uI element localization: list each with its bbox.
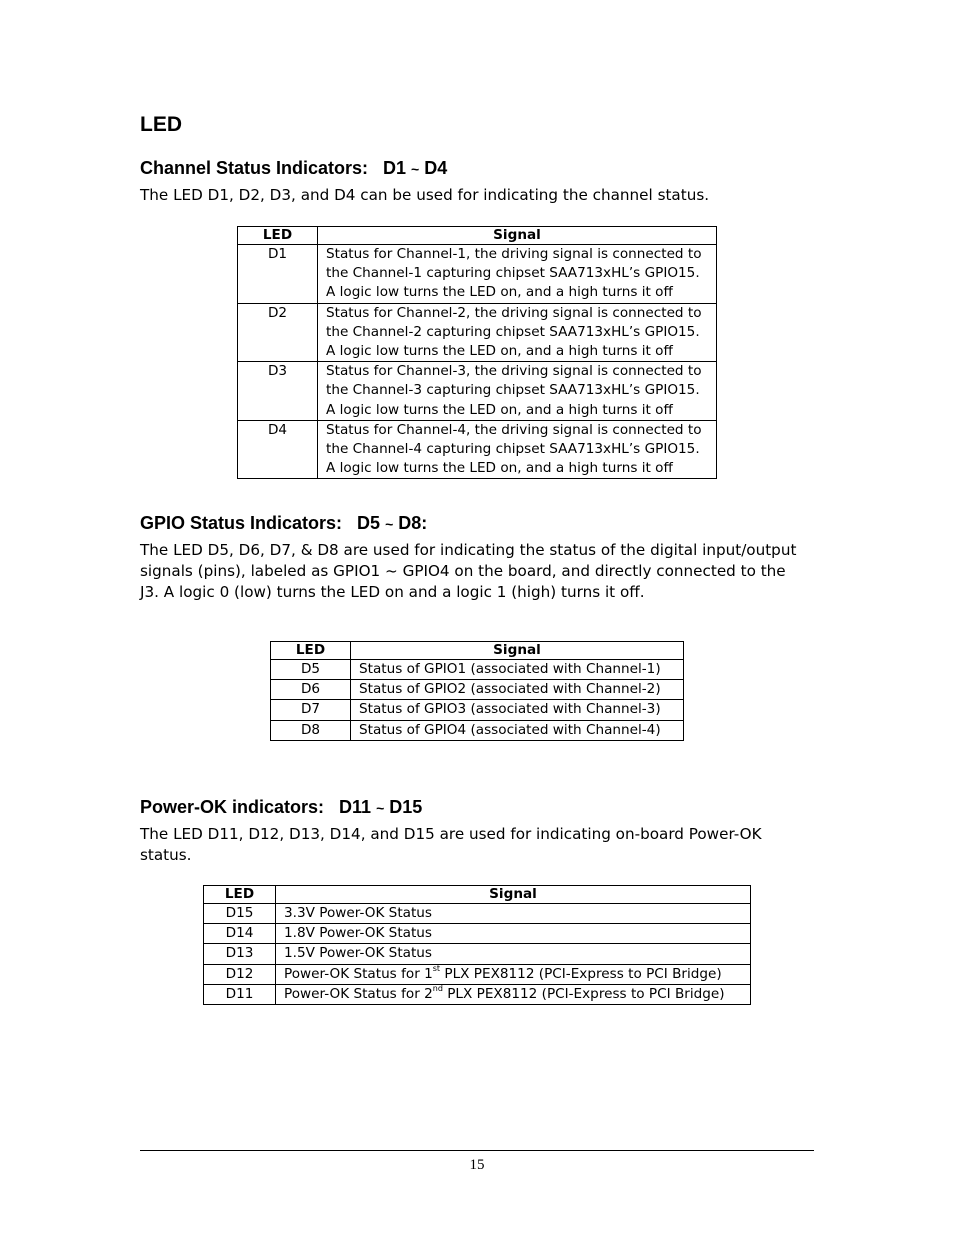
footer-divider <box>140 1150 814 1151</box>
column-header-signal: Signal <box>351 642 684 660</box>
led-cell: D4 <box>238 420 318 479</box>
power-description-line: The LED D11, D12, D13, D14, and D15 are used for indicating on-board Power-OK <box>140 825 762 843</box>
signal-line: the Channel-1 capturing chipset SAA713xHL’s GPIO15. <box>326 265 700 282</box>
column-header-signal: Signal <box>318 227 717 245</box>
signal-cell: Status of GPIO4 (associated with Channel-4) <box>351 720 684 740</box>
signal-cell: Status of GPIO1 (associated with Channel-1) <box>351 660 684 680</box>
section-title: LED <box>140 113 182 136</box>
gpio-heading-main: GPIO Status Indicators: D5 <box>140 513 386 533</box>
signal-line: Status for Channel-3, the driving signal is connected to <box>326 363 702 380</box>
led-cell: D5 <box>271 660 351 680</box>
gpio-description <box>140 540 820 603</box>
led-cell: D7 <box>271 700 351 720</box>
table-row <box>204 984 751 1004</box>
power-description <box>140 824 820 866</box>
channel-heading-tilde: ~ <box>411 161 420 177</box>
signal-cell <box>318 420 717 479</box>
gpio-description-line: The LED D5, D6, D7, & D8 are used for indicating the status of the digital input/output <box>140 541 797 559</box>
signal-cell: Status of GPIO2 (associated with Channel-2) <box>351 680 684 700</box>
power-heading-main: Power-OK indicators: D11 <box>140 797 377 817</box>
column-header-led: LED <box>271 642 351 660</box>
led-cell: D2 <box>238 303 318 362</box>
power-heading <box>140 797 422 818</box>
column-header-led: LED <box>204 886 276 904</box>
signal-line: A logic low turns the LED on, and a high turns it off <box>326 284 673 301</box>
table-row <box>204 944 751 964</box>
gpio-led-table <box>270 641 684 741</box>
led-cell: D13 <box>204 944 276 964</box>
table-row <box>204 924 751 944</box>
channel-description: The LED D1, D2, D3, and D4 can be used for indicating the channel status. <box>140 186 710 204</box>
signal-line: A logic low turns the LED on, and a high turns it off <box>326 460 673 477</box>
signal-cell <box>318 245 717 304</box>
led-cell: D6 <box>271 680 351 700</box>
signal-cell: 1.8V Power-OK Status <box>276 924 751 944</box>
signal-cell: Status of GPIO3 (associated with Channel-3) <box>351 700 684 720</box>
ordinal-suffix: nd <box>432 984 443 994</box>
table-row <box>271 680 684 700</box>
table-header-row <box>204 886 751 904</box>
channel-led-table <box>237 226 717 479</box>
table-header-row <box>238 227 717 245</box>
table-row <box>271 700 684 720</box>
signal-line: A logic low turns the LED on, and a high turns it off <box>326 401 673 418</box>
signal-cell <box>318 362 717 421</box>
signal-line: A logic low turns the LED on, and a high turns it off <box>326 343 673 360</box>
signal-line: Status for Channel-1, the driving signal is connected to <box>326 246 702 262</box>
signal-line: the Channel-4 capturing chipset SAA713xHL’s GPIO15. <box>326 441 700 458</box>
signal-line: the Channel-3 capturing chipset SAA713xHL’s GPIO15. <box>326 382 700 399</box>
signal-text: PLX PEX8112 (PCI-Express to PCI Bridge) <box>442 985 725 1002</box>
power-led-table <box>203 885 751 1005</box>
table-header-row <box>271 642 684 660</box>
led-cell: D1 <box>238 245 318 304</box>
power-heading-tilde: ~ <box>376 800 385 816</box>
gpio-heading-tail: D8: <box>393 513 428 533</box>
signal-cell <box>276 964 751 984</box>
led-cell: D14 <box>204 924 276 944</box>
channel-heading-tail: D4 <box>419 158 448 178</box>
signal-cell <box>318 303 717 362</box>
power-description-line: status. <box>140 846 192 864</box>
signal-text: Power-OK Status for 1 <box>284 965 433 982</box>
led-cell: D15 <box>204 904 276 924</box>
signal-cell: 1.5V Power-OK Status <box>276 944 751 964</box>
led-cell: D11 <box>204 984 276 1004</box>
led-cell: D12 <box>204 964 276 984</box>
signal-line: Status for Channel-4, the driving signal is connected to <box>326 421 702 438</box>
gpio-heading-tilde: ~ <box>385 516 394 532</box>
signal-line: Status for Channel-2, the driving signal is connected to <box>326 304 702 321</box>
table-row <box>238 245 717 304</box>
table-row <box>204 964 751 984</box>
table-row <box>238 303 717 362</box>
column-header-signal: Signal <box>276 886 751 904</box>
table-row <box>238 420 717 479</box>
led-cell: D3 <box>238 362 318 421</box>
led-cell: D8 <box>271 720 351 740</box>
page-number: 15 <box>469 1157 485 1173</box>
channel-heading <box>140 158 447 179</box>
ordinal-suffix: st <box>432 964 441 974</box>
table-row <box>204 904 751 924</box>
gpio-description-line: signals (pins), labeled as GPIO1 ~ GPIO4 on the board, and directly connected to the <box>140 562 786 580</box>
signal-text: Power-OK Status for 2 <box>284 985 433 1002</box>
table-row <box>271 720 684 740</box>
gpio-description-line: J3. A logic 0 (low) turns the LED on and a logic 1 (high) turns it off. <box>140 583 645 601</box>
table-row <box>238 362 717 421</box>
column-header-led: LED <box>238 227 318 245</box>
table-row <box>271 660 684 680</box>
signal-line: the Channel-2 capturing chipset SAA713xHL’s GPIO15. <box>326 323 700 340</box>
signal-text: PLX PEX8112 (PCI-Express to PCI Bridge) <box>440 965 722 982</box>
signal-cell: 3.3V Power-OK Status <box>276 904 751 924</box>
power-heading-tail: D15 <box>384 797 423 817</box>
gpio-heading <box>140 513 427 534</box>
channel-heading-main: Channel Status Indicators: D1 <box>140 158 412 178</box>
signal-cell <box>276 984 751 1004</box>
